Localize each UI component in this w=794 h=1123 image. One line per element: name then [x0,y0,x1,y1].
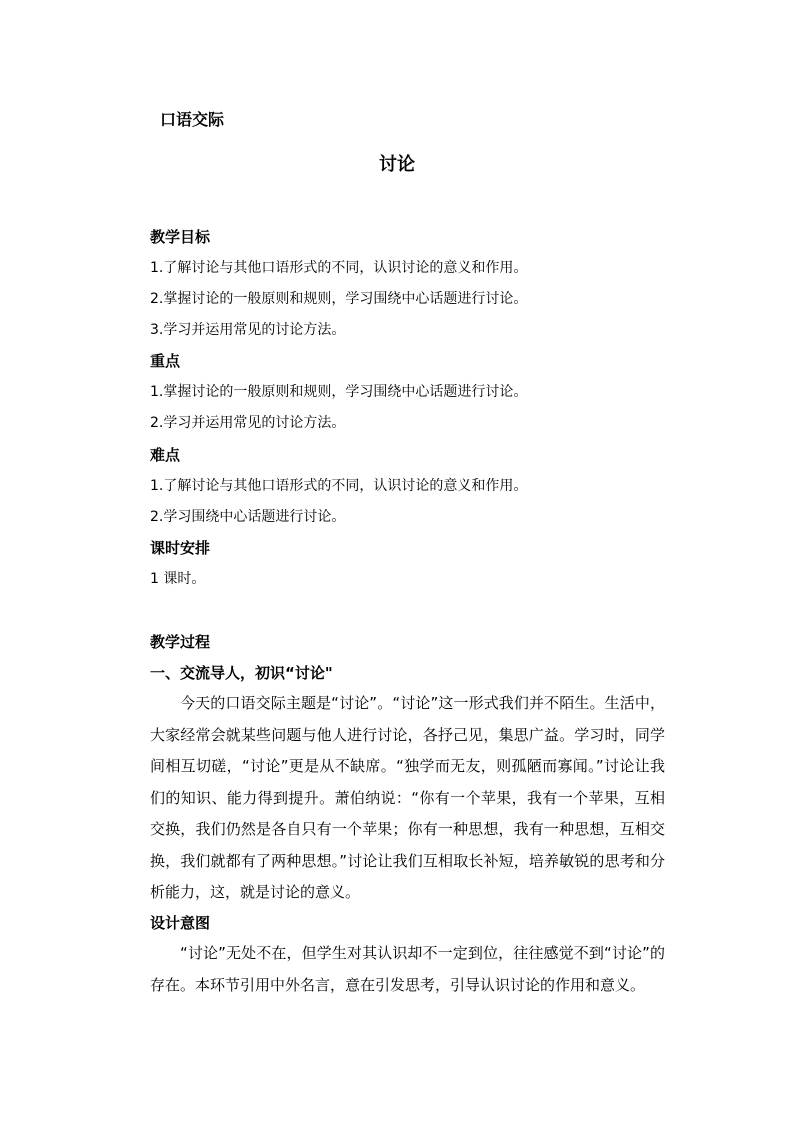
step1-heading: 一、交流导人，初识“讨论" [150,664,333,682]
difficulties-heading: 难点 [150,446,181,464]
process-heading: 教学过程 [150,633,211,651]
step1-paragraph: 今天的口语交际主题是“讨论”。“讨论”这一形式我们并不陌生。生活中，大家经常会就某些问题与他人进行讨论，各抒己见，集思广益。学习时，同学间相互切磋，“讨论”更是从不缺席。“独学而无友，则孤陋而寡闻。”讨论让我们的知识、能力得到提升。萧伯纳说：“你有一个苹果，我有一个苹果，互相交换，我们仍然是各自只有一个苹果；你有一种思想，我有一种思想，互相交换，我们就都有了两种思想。”讨论让我们互相取长补短，培养敏锐的思考和分析能力，这，就是讨论的意义。 [150,694,665,901]
objective-item: 1.了解讨论与其他口语形式的不同，认识讨论的意义和作用。 [150,260,528,276]
objective-item: 2.掌握讨论的一般原则和规则，学习围绕中心话题进行讨论。 [150,291,528,307]
key-point-item: 1.掌握讨论的一般原则和规则，学习围绕中心话题进行讨论。 [150,384,528,400]
key-points-heading: 重点 [150,352,181,370]
page-title: 讨论 [379,154,415,175]
objective-item: 3.学习并运用常见的讨论方法。 [150,322,346,338]
difficulty-item: 2.学习围绕中心话题进行讨论。 [150,509,346,525]
difficulty-item: 1.了解讨论与其他口语形式的不同，认识讨论的意义和作用。 [150,478,528,494]
key-point-item: 2.学习并运用常见的讨论方法。 [150,415,346,431]
section-label: 口语交际 [160,110,225,129]
objectives-heading: 教学目标 [150,228,211,246]
design-heading: 设计意图 [150,914,211,932]
schedule-heading: 课时安排 [150,539,211,557]
schedule-text: 1 课时。 [150,571,206,587]
design-paragraph: “讨论”无处不在，但学生对其认识却不一定到位，往往感觉不到“讨论”的存在。本环节引用中外名言，意在引发思考，引导认识讨论的作用和意义。 [150,944,665,994]
